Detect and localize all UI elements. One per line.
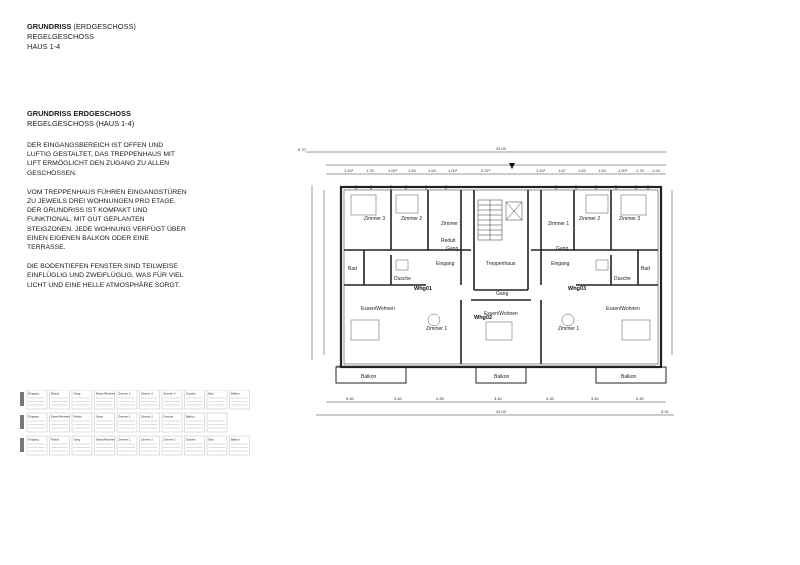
room-label: Zimmer 2 bbox=[401, 216, 423, 222]
legend-cell-label: Zimmer 3 bbox=[163, 391, 176, 396]
sanitary bbox=[596, 260, 608, 270]
room-label: Essen/Wohnen bbox=[484, 311, 518, 317]
bed bbox=[396, 195, 418, 213]
entrance-arrow-icon bbox=[509, 163, 515, 169]
legend-cell-label: Gang bbox=[73, 391, 81, 396]
room-label: Zimmer 1 bbox=[441, 221, 463, 227]
room-label: Zimmer 1 bbox=[558, 326, 580, 332]
bed bbox=[621, 195, 646, 215]
dimension-text: 1.24 bbox=[652, 168, 660, 173]
legend-cell-label: Zimmer 3 bbox=[163, 437, 176, 442]
room-label: Eingang bbox=[436, 261, 455, 267]
description-subtitle: REGELGESCHOSS (HAUS 1-4) bbox=[27, 119, 135, 128]
legend-cell-label: Bad bbox=[208, 391, 214, 396]
legend-cell-label: Dusche bbox=[186, 437, 196, 442]
dimension-text: 6.70 bbox=[298, 147, 306, 152]
dimension-text: 24.00 bbox=[496, 409, 507, 414]
interior-walls bbox=[344, 190, 658, 364]
legend-cell-label: Balkon bbox=[231, 391, 240, 396]
dimension-text: 2.37⁵ bbox=[481, 168, 491, 173]
room-label: Balkon bbox=[494, 374, 510, 380]
column bbox=[562, 314, 574, 326]
unit-label: Whg02 bbox=[474, 315, 493, 321]
dimension-text: 1.63 bbox=[428, 168, 436, 173]
dimension-text: 1.63 bbox=[408, 168, 416, 173]
sheet-title-bold: GRUNDRISS bbox=[27, 22, 72, 31]
dimension-text: 5.31 bbox=[661, 409, 669, 414]
dimension-text: 1.24⁵ bbox=[344, 168, 354, 173]
room-label: Zimmer 1 bbox=[548, 221, 570, 227]
legend-cell bbox=[207, 413, 227, 432]
sheet-title bbox=[27, 22, 136, 32]
legend-cell-label: Eingang bbox=[28, 437, 39, 442]
room-label: Treppenhaus bbox=[486, 261, 516, 267]
description-heading bbox=[27, 109, 134, 129]
legend-row-marker bbox=[20, 415, 24, 429]
staircase bbox=[478, 200, 522, 240]
room-label: Reduit bbox=[441, 238, 456, 244]
room-label: Gang bbox=[496, 291, 509, 297]
legend-cell-label: Reduit bbox=[51, 437, 60, 442]
legend-cell-label: Zimmer 1 bbox=[118, 437, 131, 442]
sheet-subtitle: REGELGESCHOSS bbox=[27, 32, 94, 41]
unit-label: Whg01 bbox=[414, 286, 433, 292]
sanitary bbox=[396, 260, 408, 270]
bed bbox=[351, 195, 376, 215]
dimension-text: 4.35 bbox=[546, 396, 554, 401]
table bbox=[622, 320, 650, 340]
legend-cell-label: Zimmer 1 bbox=[118, 414, 131, 419]
room-label: Bad bbox=[641, 266, 650, 272]
building-outline bbox=[341, 185, 661, 367]
table bbox=[351, 320, 379, 340]
unit-label: Whg03 bbox=[568, 286, 587, 292]
dimension-text: 1.00⁵ bbox=[618, 168, 628, 173]
legend-cell-label: Zimmer 1 bbox=[118, 391, 131, 396]
legend-cell-label: Zimmer 2 bbox=[141, 437, 153, 442]
floor-plan bbox=[296, 90, 676, 430]
legend-cell-label: Zimmer 2 bbox=[141, 391, 153, 396]
legend-cell-label: Reduit bbox=[51, 391, 60, 396]
legend-cell-label: Gang bbox=[73, 437, 81, 442]
dimension-text: 4.35 bbox=[436, 396, 444, 401]
sheet-house: HAUS 1-4 bbox=[27, 42, 61, 51]
legend-cell-label: Essen/Wohnen bbox=[96, 437, 115, 442]
room-label: Gang bbox=[556, 246, 569, 252]
dimension-text: 1.00⁵ bbox=[448, 168, 458, 173]
bed bbox=[586, 195, 608, 213]
legend-cell-label: Bad bbox=[208, 437, 214, 442]
sheet-title-rest: (ERDGESCHOSS) bbox=[71, 22, 136, 31]
dimension-text: 1.67 bbox=[558, 168, 566, 173]
room-legend bbox=[20, 390, 250, 460]
room-label: Balkon bbox=[621, 374, 637, 380]
dimension-text: 1.24⁵ bbox=[536, 168, 546, 173]
room-label: Zimmer 3 bbox=[364, 216, 386, 222]
room-label: Zimmer 2 bbox=[579, 216, 601, 222]
sheet-header bbox=[27, 22, 136, 52]
room-label: Essen/Wohnen bbox=[606, 306, 640, 312]
dimension-text: 5.40 bbox=[346, 396, 354, 401]
room-label: Zimmer 3 bbox=[619, 216, 641, 222]
legend-cell-label: Balkon bbox=[186, 414, 195, 419]
legend-cell-label: Eingang bbox=[28, 391, 39, 396]
room-label: Balkon bbox=[361, 374, 377, 380]
dimension-text: 3.40 bbox=[591, 396, 599, 401]
furniture bbox=[351, 195, 650, 340]
legend-cell-label: Gang bbox=[96, 414, 103, 419]
legend-row-marker bbox=[20, 438, 24, 452]
dimension-text: 3.40 bbox=[494, 396, 502, 401]
legend-cell-label: Dusche bbox=[186, 391, 196, 396]
dimension-text: 1.76 bbox=[636, 168, 644, 173]
legend-cell-label: Zimmer 2 bbox=[141, 414, 153, 419]
dimension-text: 3.40 bbox=[394, 396, 402, 401]
dimension-text: 1.00⁵ bbox=[388, 168, 398, 173]
legend-cell-label: Essen/Wohnen bbox=[96, 391, 115, 396]
column bbox=[428, 314, 440, 326]
room-label: Bad bbox=[348, 266, 357, 272]
dimension-text: 1.63 bbox=[598, 168, 606, 173]
legend-cell-label: Eingang bbox=[28, 414, 39, 419]
room-label: Essen/Wohnen bbox=[361, 306, 395, 312]
legend-cell-label: Balkon bbox=[231, 437, 240, 442]
legend-cell-label: Essen/Wohnen bbox=[51, 414, 70, 419]
room-label: Eingang bbox=[551, 261, 570, 267]
room-label: Gang bbox=[446, 246, 459, 252]
description-text bbox=[27, 141, 187, 300]
dimension-text: 1.63 bbox=[578, 168, 586, 173]
description-paragraph: DER EINGANGSBEREICH IST OFFEN UND LUFTIG GESTALTET, DAS TREPPENHAUS MIT LIFT ERMÖGLICHT DEN ZUGANG ZU ALLEN GESCHOSSEN. bbox=[27, 142, 175, 177]
table bbox=[486, 322, 512, 340]
legend-row-marker bbox=[20, 392, 24, 406]
room-label: Dusche bbox=[614, 276, 631, 282]
description-paragraph: VOM TREPPENHAUS FÜHREN EINGANGSTÜREN ZU JEWEILS DREI WOHNUNGEN PRO ETAGE. DER GRUNDRISS IST KOMPAKT UND FUNKTIONAL, MIT GUT GEPLANTEN STEIGZONEN. JEDE WOHNUNG VERFÜGT ÜBER EINEN EIGENEN BALKON ODER EINE TERRASSE. bbox=[27, 188, 187, 252]
legend-cell-label: Reduit bbox=[73, 414, 82, 419]
description-paragraph: DIE BODENTIEFEN FENSTER SIND TEILWEISE EINFLÜGLIG UND ZWEIFLÜGLIG, WAS FÜR VIEL LICHT UND EINE HELLE ATMOSPHÄRE SORGT. bbox=[27, 263, 184, 289]
room-label: Zimmer 1 bbox=[426, 326, 448, 332]
room-label: Dusche bbox=[394, 276, 411, 282]
dimension-text: 1.76 bbox=[366, 168, 374, 173]
dimension-text: 5.40 bbox=[636, 396, 644, 401]
dimension-text: 24.00 bbox=[496, 146, 507, 151]
legend-cell-label: Dusche bbox=[163, 414, 173, 419]
description-title: GRUNDRISS ERDGESCHOSS bbox=[27, 109, 131, 118]
